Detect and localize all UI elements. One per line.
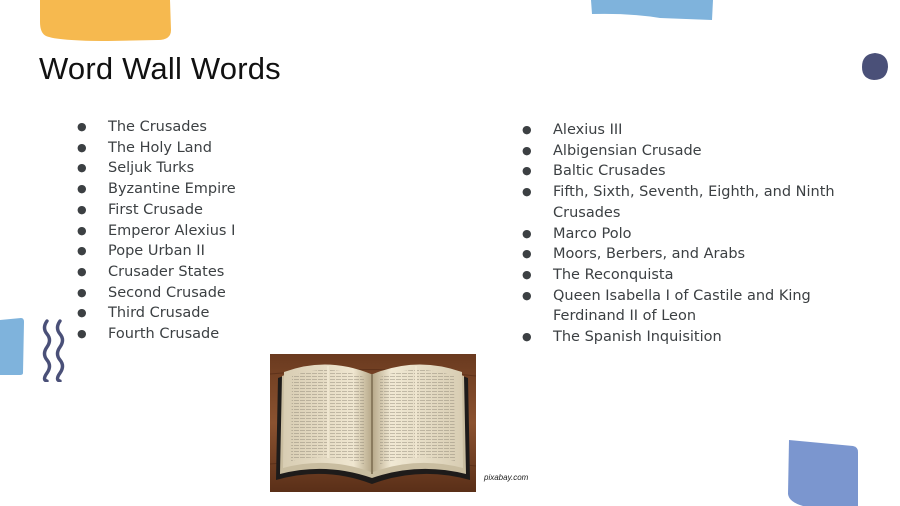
- list-item: ● Fifth, Sixth, Seventh, Eighth, and Ninth Crusades: [522, 182, 862, 223]
- list-item: ● Emperor Alexius I: [77, 221, 277, 242]
- list-item: ● Second Crusade: [77, 283, 277, 304]
- yellow-blob-shape: [38, 0, 174, 42]
- list-item: ● Byzantine Empire: [77, 179, 277, 200]
- list-item: ● The Holy Land: [77, 138, 277, 159]
- list-item: ● First Crusade: [77, 200, 277, 221]
- light-blue-left-shape: [0, 318, 25, 376]
- word-list-left: [77, 117, 277, 345]
- light-blue-top-shape: [590, 0, 714, 21]
- list-item: ● Fourth Crusade: [77, 324, 277, 345]
- list-item: ● Moors, Berbers, and Arabs: [522, 244, 862, 265]
- list-item: ● Crusader States: [77, 262, 277, 283]
- list-item: ● The Reconquista: [522, 265, 862, 286]
- image-credit: pixabay.com: [484, 473, 529, 482]
- list-item: ● The Spanish Inquisition: [522, 327, 862, 348]
- list-item: ● Seljuk Turks: [77, 158, 277, 179]
- squiggle-decoration: [40, 318, 72, 382]
- navy-dot-shape: [860, 52, 890, 82]
- list-item: ● Albigensian Crusade: [522, 141, 862, 162]
- list-item: ● Pope Urban II: [77, 241, 277, 262]
- word-list-right: [522, 120, 862, 348]
- list-item: ● Alexius III: [522, 120, 862, 141]
- list-item: ● Third Crusade: [77, 303, 277, 324]
- list-item: ● Baltic Crusades: [522, 161, 862, 182]
- open-book-photo: [270, 354, 476, 492]
- blue-bottom-right-shape: [785, 440, 860, 506]
- list-item: ● The Crusades: [77, 117, 277, 138]
- list-item: ● Queen Isabella I of Castile and King Ferdinand II of Leon: [522, 286, 862, 327]
- slide-title: Word Wall Words: [39, 51, 281, 86]
- list-item: ● Marco Polo: [522, 224, 862, 245]
